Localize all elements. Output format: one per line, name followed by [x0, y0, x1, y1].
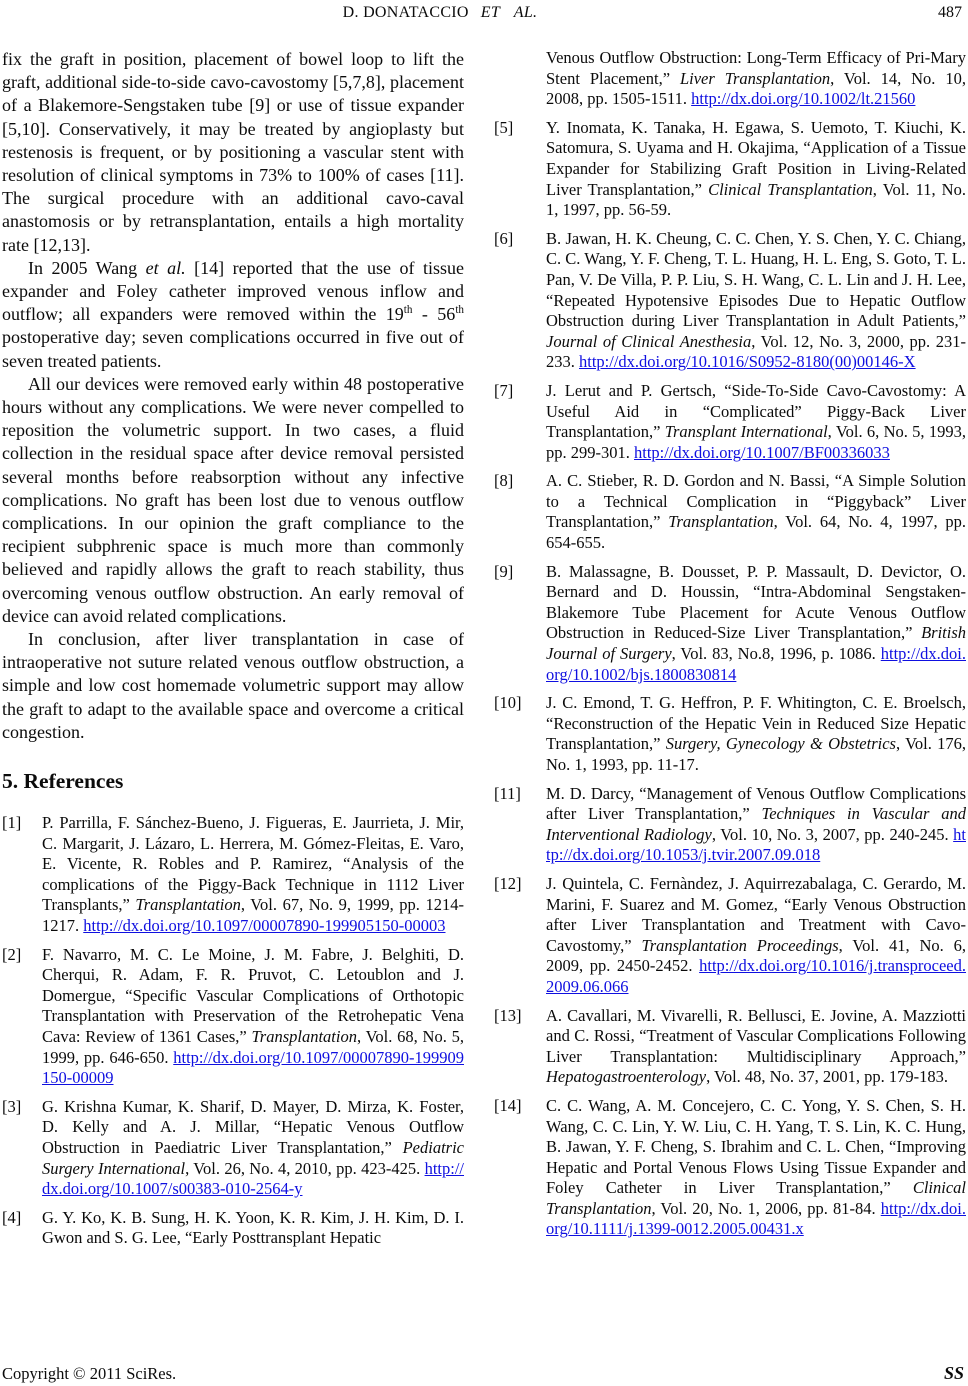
doi-link[interactable]: http://dx.doi.org/10.1111/j.1399-0012.2005.00431.x — [546, 1198, 966, 1239]
reference-item — [494, 1006, 966, 1088]
journal-title: Clinical Transplantation — [546, 1178, 966, 1218]
journal-title: Hepatogastroenterology — [546, 1067, 707, 1087]
reference-item — [2, 945, 464, 1089]
text-run: , Vol. 48, No. 37, 2001, pp. 179-183. — [706, 1067, 948, 1087]
reference-item — [494, 874, 966, 998]
reference-item — [2, 1097, 464, 1200]
reference-number: [12] — [494, 873, 522, 893]
references-list-left — [2, 813, 464, 1249]
text-run: A. C. Stieber, R. D. Gordon and N. Bassi, “A Simple Solution to a Technical Complication in “Piggyback” Liver Transplantation,” — [546, 471, 966, 532]
doi-link[interactable]: http://dx.doi.org/10.1002/bjs.1800830814 — [546, 644, 966, 684]
text-run: Y. Inomata, K. Tanaka, H. Egawa, S. Uemoto, T. Kiuchi, K. Satomura, S. Uyama and H. Okajima, “Application of a Tissue Expander for Stabilizing Graft Position in Living-Related Liver Transplantation,” — [546, 117, 966, 199]
journal-title: Journal of Clinical Anesthesia — [546, 331, 752, 351]
text-run: - 56 — [412, 304, 456, 325]
journal-title: Surgery, Gynecology & Obstetrics — [665, 734, 896, 754]
reference-item — [494, 118, 966, 221]
text-run: , Vol. 176, No. 1, 1993, pp. 11-17. — [546, 734, 967, 774]
reference-item — [494, 471, 966, 553]
reference-number: [4] — [2, 1207, 22, 1227]
superscript: th — [403, 304, 413, 317]
text-run: M. D. Darcy, “Management of Venous Outflow Complications after Liver Transplantation,” — [546, 783, 966, 824]
journal-title: Techniques in Vascular and Interventional Radiology — [546, 804, 966, 844]
text-run: , Vol. 11, No. 1, 1997, pp. 56-59. — [546, 179, 966, 220]
reference-number: [6] — [494, 228, 514, 248]
page-header — [0, 4, 968, 26]
doi-link[interactable]: http://dx.doi.org/10.1007/s00383-010-2564-y — [42, 1158, 464, 1199]
reference-item — [2, 813, 464, 937]
journal-title: Transplantation — [251, 1027, 357, 1047]
references-heading: 5. References — [2, 769, 124, 794]
reference-number: [7] — [494, 380, 514, 400]
text-run: , Vol. 83, No.8, 1996, p. 1086. — [671, 644, 881, 664]
reference-number: [9] — [494, 561, 514, 581]
journal-title: British Journal of Surgery — [546, 623, 966, 664]
doi-link[interactable]: http://dx.doi.org/10.1007/BF00336033 — [634, 442, 890, 462]
left-column — [2, 48, 464, 1257]
text-run: , Vol. 64, No. 4, 1997, pp. 654-655. — [546, 512, 967, 553]
page-number: 487 — [938, 4, 962, 21]
reference-number: [14] — [494, 1095, 522, 1115]
text-run: postoperative day; seven complications occurred in five out of seven treated patients. — [2, 327, 464, 371]
reference-item — [494, 784, 966, 866]
doi-link[interactable]: http://dx.doi.org/10.1002/lt.21560 — [691, 89, 916, 109]
doi-link[interactable]: http://dx.doi.org/10.1097/00007890-199909150-00009 — [42, 1047, 464, 1088]
body-paragraph — [2, 48, 464, 257]
journal-title: Transplantation — [668, 512, 774, 532]
text-run: fix the graft in position, placement of bowel loop to lift the graft, additional side-to-side cavo-cavostomy [5,7,8], placement of a Blakemore-Sengstaken tube [9] or use of tissue expander [5,10]. Conservatively, it may be treated by angioplasty but restenosis is frequent, or by positioning a vascular stent with resolution of clinical symptoms in 73% to 100% of cases [11]. The surgical procedure with an additional cavo-caval anastomosis or by retransplantation, entails a high mortality rate [12,13]. — [2, 49, 464, 255]
page-footer — [2, 1363, 964, 1384]
reference-item — [494, 1096, 966, 1240]
text-run: , Vol. 26, No. 4, 2010, pp. 423-425. — [185, 1158, 425, 1178]
reference-item — [494, 229, 966, 373]
text-run: All our devices were removed early within 48 postoperative hours without any complications. We were never compelled to reposition the volumetric support. In two cases, a fluid collection in the residual space after device removal persisted several months before reabsorption without any infective complications. No graft has been lost due to venous outflow complications. In our opinion the graft compliance to the recipient subphrenic space is much more than commonly believed and rapidly allows the graft to reach stability, thus overcoming venous outflow obstruction. An early removal of device can avoid related complications. — [2, 373, 464, 626]
body-paragraph — [2, 257, 464, 373]
text-run: , Vol. 10, No. 3, 2007, pp. 240-245. — [711, 824, 954, 844]
reference-number: [1] — [2, 813, 22, 833]
text-run: G. Y. Ko, K. B. Sung, H. K. Yoon, K. R. Kim, J. H. Kim, D. I. Gwon and S. G. Lee, “Early Posttransplant Hepatic — [42, 1207, 464, 1248]
text-run: In 2005 Wang — [28, 257, 146, 278]
reference-item — [494, 693, 966, 775]
text-run: B. Jawan, H. K. Cheung, C. C. Chen, Y. S. Chen, Y. C. Chiang, C. C. Wang, Y. F. Cheng, T. L. Huang, H. L. Eng, S. Goto, T. L. Pan, V. De Villa, P. P. Liu, S. H. Wang, C. L. Lin and J. H. Lee, “Repeated Hypotensive Episodes Due to Hepatic Outflow Obstruction during Liver Transplantation in Adult Patients,” — [546, 228, 966, 331]
doi-link[interactable]: http://dx.doi.org/10.1097/00007890-199905150-00003 — [83, 916, 446, 936]
text-run: C. C. Wang, A. M. Concejero, C. C. Yong, Y. S. Chen, S. H. Wang, C. C. Lin, Y. W. Liu, C. H. Yang, T. S. Lin, K. C. Hung, B. Jawan, Y. F. Cheng, S. Ibrahim and C. L. Chen, “Improving Hepatic and Portal Venous Flows Using Tissue Expander and Foley Catheter in Liver Transplantation,” — [546, 1095, 966, 1198]
reference-number: [13] — [494, 1005, 522, 1025]
reference-number: [11] — [494, 783, 521, 803]
reference-number: [3] — [2, 1096, 22, 1116]
reference-number: [5] — [494, 117, 514, 137]
journal-title: Transplantation Proceedings — [641, 935, 839, 955]
reference-number: [2] — [2, 944, 22, 964]
text-run: , Vol. 12, No. 3, 2000, pp. 231-233. — [546, 331, 966, 372]
right-column — [494, 48, 966, 1248]
doi-link[interactable]: http://dx.doi.org/10.1053/j.tvir.2007.09.018 — [546, 824, 966, 865]
text-run: , Vol. 20, No. 1, 2006, pp. 81-84. — [651, 1198, 881, 1218]
text-run: B. Malassagne, B. Dousset, P. P. Massault, D. Devictor, O. Bernard and D. Houssin, “Intra-Abdominal Sengstaken-Blakemore Tube Placement for Acute Venous Outflow Obstruction in Reduced-Size Liver Transplantation,” — [546, 561, 966, 643]
running-head-etal: ET AL. — [480, 4, 538, 21]
journal-title: Clinical Transplantation — [708, 179, 873, 199]
body-paragraph — [2, 628, 464, 744]
text-run: P. Parrilla, F. Sánchez-Bueno, J. Figueras, E. Jaurrieta, J. Mir, C. Margarit, J. Lázaro, L. Herrera, M. Gómez-Fleitas, E. Varo, E. Vicente, R. Robles and P. Ramirez, “Analysis of the complications of the Piggy-Back Technique in 1112 Liver Transplants,” — [42, 813, 464, 915]
journal-code: SS — [943, 1363, 964, 1383]
doi-link[interactable]: http://dx.doi.org/10.1016/j.transproceed.2009.06.066 — [546, 956, 966, 996]
doi-link[interactable]: http://dx.doi.org/10.1016/S0952-8180(00)00146-X — [579, 352, 916, 372]
reference-continuation — [494, 48, 966, 110]
journal-title: Transplantation — [135, 895, 241, 915]
text-run: Venous Outflow Obstruction: Long-Term Efficacy of Pri-Mary Stent Placement,” — [546, 48, 966, 88]
text-run: J. Quintela, C. Fernàndez, J. Aquirrezabalaga, C. Gerardo, M. Marini, F. Suarez and M. Gomez, “Early Venous Obstruction after Liver Transplantation and Treatment with Cavo-Cavostomy,” — [546, 873, 966, 955]
journal-title: Liver Transplantation — [679, 68, 831, 88]
text-run: [14] reported that the use of tissue expander and Foley catheter improved venous inflow and outflow; all expanders were removed within the 19 — [2, 257, 464, 325]
reference-number: [8] — [494, 471, 514, 491]
body-text — [2, 48, 464, 744]
reference-number: [10] — [494, 693, 522, 713]
text-run: G. Krishna Kumar, K. Sharif, D. Mayer, D. Mirza, K. Foster, D. Kelly and A. J. Millar, “Hepatic Venous Outflow Obstruction in Paediatric Liver Transplantation,” — [42, 1096, 464, 1157]
reference-item — [494, 562, 966, 686]
text-run: , Vol. 67, No. 9, 1999, pp. 1214-1217. — [42, 895, 464, 936]
text-run: J. Lerut and P. Gertsch, “Side-To-Side Cavo-Cavostomy: A Useful Aid in “Complicated” Piggy-Back Liver Transplantation,” — [546, 380, 966, 442]
references-list-right — [494, 48, 966, 1240]
running-head-author: D. DONATACCIO — [342, 4, 469, 21]
reference-item — [2, 1208, 464, 1249]
copyright-text: Copyright © 2011 SciRes. — [2, 1364, 177, 1383]
body-paragraph — [2, 373, 464, 628]
reference-item — [494, 381, 966, 463]
text-run: A. Cavallari, M. Vivarelli, R. Bellusci, E. Jovine, A. Mazziotti and C. Rossi, “Treatment of Vascular Complications Following Liver Transplantation: Multidisciplinary Approach,” — [546, 1005, 966, 1066]
text-run: , Vol. 6, No. 5, 1993, pp. 299-301. — [546, 422, 966, 462]
text-run: J. C. Emond, T. G. Heffron, P. F. Whitington, C. E. Broelsch, “Reconstruction of the Hepatic Vein in Reduced Size Hepatic Transplantation,” — [546, 693, 966, 754]
superscript: th — [455, 304, 464, 317]
running-head — [0, 4, 880, 22]
journal-title: Pediatric Surgery International — [42, 1138, 464, 1178]
text-run: In conclusion, after liver transplantation in case of intraoperative not suture related venous outflow obstruction, a simple and low cost homemade volumetric support may allow the graft to adapt to the available space and overcome a critical congestion. — [2, 629, 464, 742]
text-run: , Vol. 41, No. 6, 2009, pp. 2450-2452. — [546, 935, 967, 976]
text-run: F. Navarro, M. C. Le Moine, J. M. Fabre, J. Belghiti, D. Cherqui, R. Adam, F. R. Pruvot, C. Letoublon and J. Domergue, “Specific Vascular Complications of Orthotopic Transplantation with Preservation of the Retrohepatic Vena Cava: Review of 1361 Cases,” — [42, 944, 464, 1047]
journal-title: Transplant International — [664, 422, 828, 442]
text-run: , Vol. 68, No. 5, 1999, pp. 646-650. — [42, 1027, 465, 1067]
journal-title: et al. — [145, 257, 186, 278]
text-run: , Vol. 14, No. 10, 2008, pp. 1505-1511. — [546, 68, 966, 109]
